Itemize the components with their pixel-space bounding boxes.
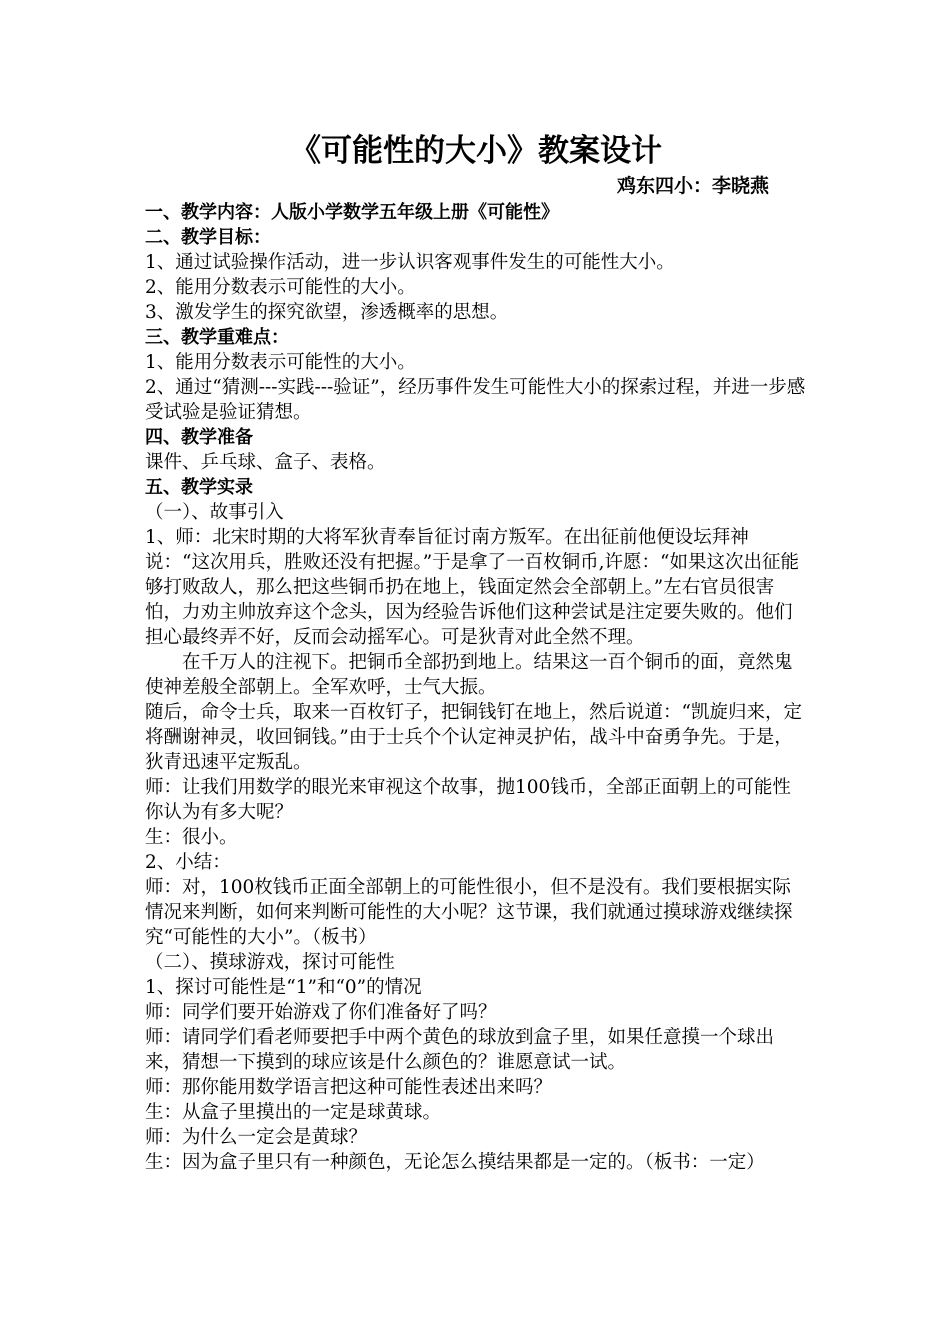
section-heading: 二、教学目标：: [145, 227, 271, 248]
document-page: [145, 130, 807, 1175]
paragraph: 师：同学们要开始游戏了你们准备好了吗？: [145, 1002, 497, 1023]
author-line: 鸡东四小：李晓燕: [616, 175, 769, 197]
paragraph: 1、师：北宋时期的大将军狄青奉旨征讨南方叛军。在出征前他便设坛拜神说：“这次用兵，胜败还没有把握。”于是拿了一百枚铜币,许愿：“如果这次出征能够打败敌人，那么把这些铜币扔在地上，钱面定然会全部朝上。”左右官员很害怕，力劝主帅放弃这个念头，因为经验告诉他们这种尝试是注定要失败的。他们担心最终弄不好，反而会动摇军心。可是狄青对此全然不理。: [145, 527, 800, 648]
paragraph: 2、小结：: [145, 852, 231, 873]
paragraph: 1、能用分数表示可能性的大小。: [145, 352, 416, 373]
paragraph: （一）、故事引入: [145, 502, 284, 523]
section-heading: 四、教学准备: [145, 427, 253, 448]
paragraph: 随后，命令士兵，取来一百枚钉子，把铜钱钉在地上，然后说道：“凯旋归来，定将酬谢神灵，收回铜钱。”由于士兵个个认定神灵护佑，战斗中奋勇争先。于是，狄青迅速平定叛乱。: [145, 702, 802, 773]
paragraph: 课件、乒乓球、盒子、表格。: [145, 452, 386, 473]
paragraph: 师：那你能用数学语言把这种可能性表述出来吗？: [145, 1077, 553, 1098]
paragraph: 师：请同学们看老师要把手中两个黄色的球放到盒子里，如果任意摸一个球出来，猜想一下摸到的球应该是什么颜色的？谁愿意试一试。: [145, 1027, 775, 1073]
paragraph: 生：从盒子里摸出的一定是球黄球。: [145, 1102, 442, 1123]
section-heading: 三、教学重难点：: [145, 327, 289, 348]
paragraph: 师：让我们用数学的眼光来审视这个故事，抛100钱币，全部正面朝上的可能性你认为有多大呢？: [145, 777, 791, 823]
paragraph: 生：很小。: [145, 827, 238, 848]
paragraph: 2、能用分数表示可能性的大小。: [145, 277, 416, 298]
paragraph: （二）、摸球游戏，探讨可能性: [145, 952, 395, 973]
section-heading: 五、教学实录: [145, 477, 253, 498]
paragraph: 生：因为盒子里只有一种颜色，无论怎么摸结果都是一定的。（板书：一定）: [145, 1152, 765, 1173]
paragraph: 3、激发学生的探究欲望，渗透概率的思想。: [145, 302, 509, 323]
section-heading: 一、教学内容：人版小学数学五年级上册《可能性》: [145, 202, 559, 223]
paragraph: 师：为什么一定会是黄球？: [145, 1127, 368, 1148]
paragraph: 1、探讨可能性是“1”和“0”的情况: [145, 977, 422, 998]
paragraph: 2、通过“猜测---实践---验证”，经历事件发生可能性大小的探索过程，并进一步感受试验是验证猜想。: [145, 377, 806, 423]
paragraph: 在千万人的注视下。把铜币全部扔到地上。结果这一百个铜币的面，竟然鬼使神差般全部朝上。全军欢呼，士气大振。: [145, 652, 793, 698]
paragraph: 师：对，100枚钱币正面全部朝上的可能性很小，但不是没有。我们要根据实际情况来判断，如何来判断可能性的大小呢？这节课，我们就通过摸球游戏继续探究“可能性的大小”。（板书）: [145, 877, 793, 948]
document-body: [145, 200, 807, 1175]
paragraph: 1、通过试验操作活动，进一步认识客观事件发生的可能性大小。: [145, 252, 675, 273]
document-title: 《可能性的大小》教案设计: [290, 133, 662, 169]
